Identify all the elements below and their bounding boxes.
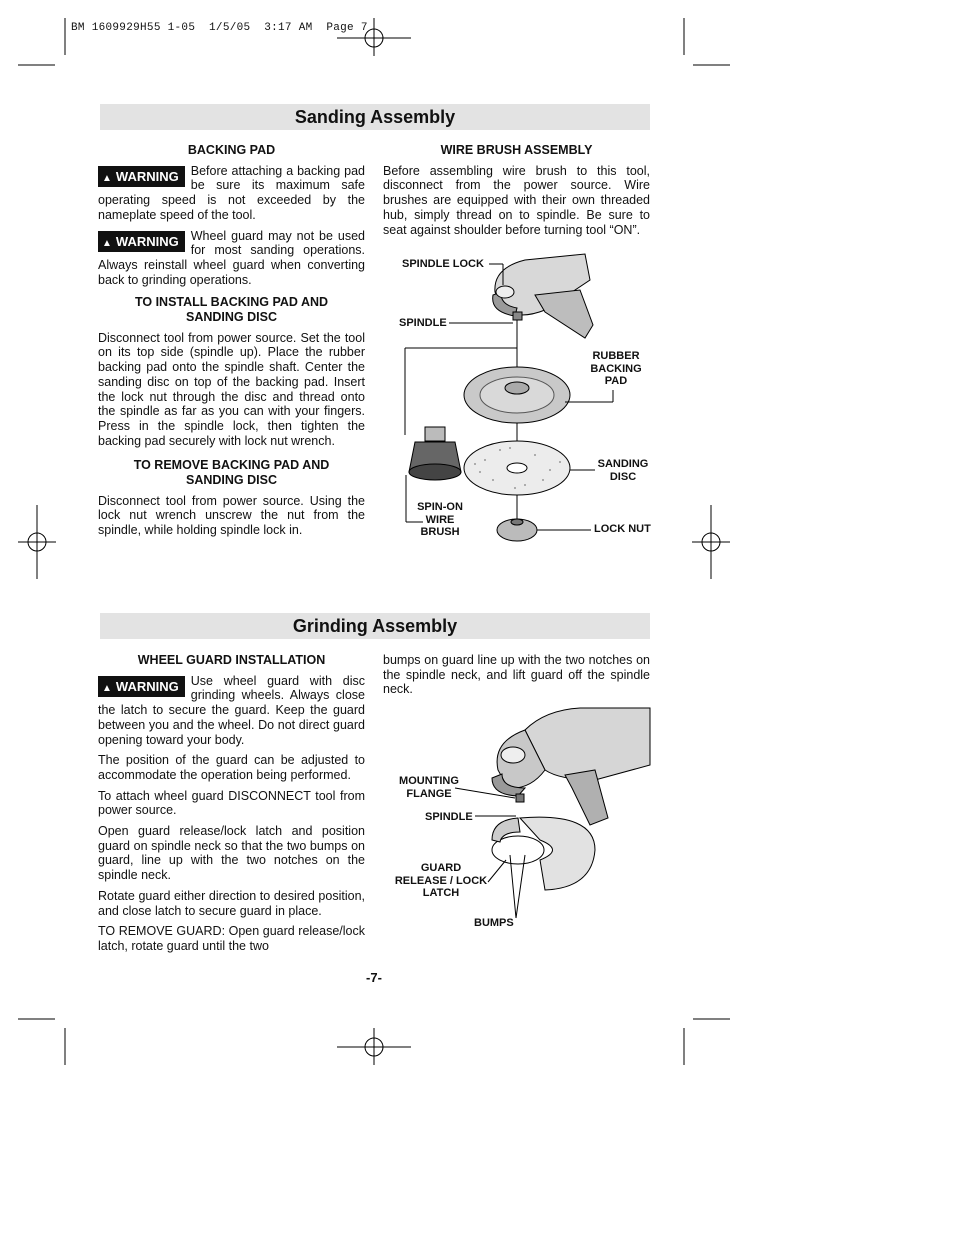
warning-triangle-icon: ▲ [102,237,112,249]
label-lock-nut: LOCK NUT [594,523,651,535]
grinding-right-column [383,653,650,703]
wheel-guard-warning: ▲ WARNING Use wheel guard with disc grinding wheels. Always close the latch to secure the guard. Keep the guard between you and the wheel. Do not direct guard opening toward your body. [98,673,365,747]
warning-badge: ▲ WARNING [98,166,185,187]
label-spindle-lock: SPINDLE LOCK [402,258,484,270]
warning-badge: ▲ WARNING [98,231,185,252]
warning-triangle-icon: ▲ [102,172,112,184]
label-spindle-grinding: SPINDLE [425,811,473,823]
page-number: -7- [366,970,382,985]
remove-text: Disconnect tool from power source. Using the lock nut wrench unscrew the nut from the spindle, while holding spindle lock in. [98,493,365,538]
label-spin-on-wire-brush: SPIN-ON WIRE BRUSH [417,501,463,538]
label-mounting-flange: MOUNTING FLANGE [399,775,459,800]
wire-brush-text: Before assembling wire brush to this tool, disconnect from the power source. Wire brushes are equipped with their own threaded hub, simply thread on to spindle. Be sure to seat against shoulder before turning tool “ON”. [383,163,650,237]
install-text: Disconnect tool from power source. Set the tool on its top side (spindle up). Place the rubber backing pad onto the spindle shaft. Center the sanding disc on top of the backing pad. Insert the lock nut through the disc and thread onto the spindle as far as you can with your fingers. Press in the spindle lock, then tighten the backing pad securely with lock nut wrench. [98,330,365,448]
guard-paragraph-1: The position of the guard can be adjusted to accommodate the operation being performed. [98,753,365,782]
guard-paragraph-5: TO REMOVE GUARD: Open guard release/lock latch, rotate guard until the two [98,924,365,953]
grinding-left-column [98,653,365,960]
remove-heading: TO REMOVE BACKING PAD AND SANDING DISC [133,458,330,488]
warning-badge: ▲ WARNING [98,676,185,697]
wire-brush-heading: WIRE BRUSH ASSEMBLY [440,143,593,157]
backing-pad-warning-1: ▲ WARNING Before attaching a backing pad be sure its maximum safe operating speed is not exceeded by the nameplate speed of the tool. [98,163,365,222]
section-title-sanding: Sanding Assembly [100,104,650,130]
label-spindle: SPINDLE [399,317,447,329]
sanding-right-column [383,143,650,243]
grinding-assembly-illustration [380,700,665,940]
label-guard-release-lock-latch: GUARD RELEASE / LOCK LATCH [394,862,488,899]
backing-pad-heading: BACKING PAD [187,143,276,157]
warning-triangle-icon: ▲ [102,682,112,694]
label-sanding-disc: SANDING DISC [597,458,649,483]
backing-pad-warning-2: ▲ WARNING Wheel guard may not be used for most sanding operations. Always reinstall wheel guard when converting back to grinding operations. [98,228,365,287]
section-title-grinding: Grinding Assembly [100,613,650,639]
wheel-guard-heading: WHEEL GUARD INSTALLATION [137,653,326,667]
guard-paragraph-4: Rotate guard either direction to desired position, and close latch to secure guard in place. [98,888,365,918]
label-bumps: BUMPS [474,917,514,929]
sanding-left-column [98,143,365,544]
guard-paragraph-3: Open guard release/lock latch and position guard on spindle neck so that the two bumps on guard, line up with the two notches on the spindle neck. [98,824,365,883]
guard-remove-continued: bumps on guard line up with the two notches on the spindle neck, and lift guard off the spindle neck. [383,653,650,697]
guard-paragraph-2: To attach wheel guard DISCONNECT tool from power source. [98,788,365,818]
label-rubber-backing-pad: RUBBER BACKING PAD [590,350,642,387]
install-heading: TO INSTALL BACKING PAD AND SANDING DISC [134,295,329,325]
print-slug: BM 1609929H55 1-05 1/5/05 3:17 AM Page 7 [71,22,368,34]
